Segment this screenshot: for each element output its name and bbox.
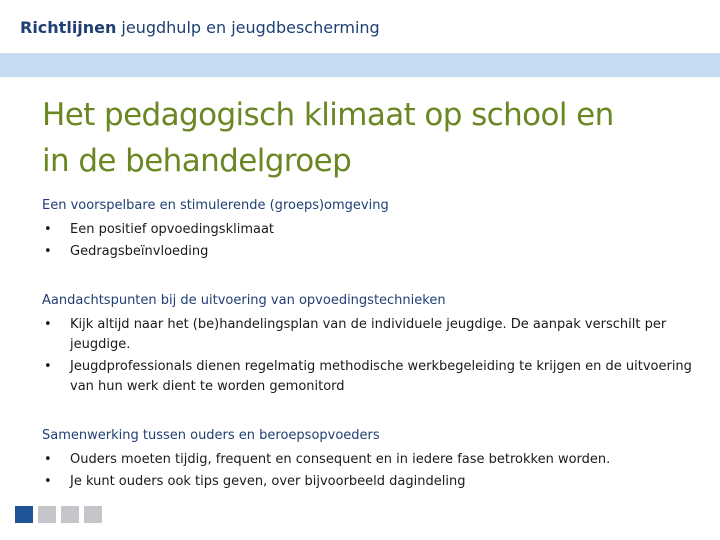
section-heading: Een voorspelbare en stimulerende (groeps)omgeving	[42, 198, 389, 213]
header-bar	[0, 0, 720, 53]
bullet-marker: •	[44, 359, 52, 374]
list-item	[42, 357, 702, 397]
list-item	[42, 472, 702, 492]
progress-square	[84, 506, 102, 523]
bullet-marker: •	[44, 317, 52, 332]
list-item	[42, 242, 702, 262]
list-item-text: Kijk altijd naar het (be)handelingsplan van de individuele jeugdige. De aanpak verschilt per jeugdige.	[70, 317, 667, 352]
brand-title	[20, 18, 380, 37]
list-item-text: Gedragsbeïnvloeding	[70, 244, 209, 259]
section-heading: Aandachtspunten bij de uitvoering van opvoedingstechnieken	[42, 293, 446, 308]
brand-bold: Richtlijnen	[20, 18, 117, 37]
progress-square-active	[15, 506, 33, 523]
progress-square	[61, 506, 79, 523]
slide-title	[42, 92, 702, 184]
brand-rest: jeugdhulp en jeugdbescherming	[121, 18, 380, 37]
bullet-marker: •	[44, 244, 52, 259]
list-item	[42, 315, 702, 355]
slide-title-line-1: Het pedagogisch klimaat op school en	[42, 97, 614, 133]
bullet-marker: •	[44, 474, 52, 489]
slide-title-line-2: in de behandelgroep	[42, 143, 352, 179]
list-item-text: Ouders moeten tijdig, frequent en consequent en in iedere fase betrokken worden.	[70, 452, 611, 467]
progress-square	[38, 506, 56, 523]
section-2	[42, 289, 702, 397]
list-item	[42, 450, 702, 470]
header-band	[0, 53, 720, 77]
section-3	[42, 424, 702, 492]
list-item-text: Een positief opvoedingsklimaat	[70, 222, 275, 237]
list-item-text: Jeugdprofessionals dienen regelmatig methodische werkbegeleiding te krijgen en de uitvoering van hun werk dient te worden gemonitord	[70, 359, 692, 394]
bullet-marker: •	[44, 452, 52, 467]
section-heading: Samenwerking tussen ouders en beroepsopvoeders	[42, 428, 380, 443]
list-item	[42, 220, 702, 240]
list-item-text: Je kunt ouders ook tips geven, over bijvoorbeeld dagindeling	[70, 474, 466, 489]
section-1	[42, 194, 702, 262]
bullet-marker: •	[44, 222, 52, 237]
